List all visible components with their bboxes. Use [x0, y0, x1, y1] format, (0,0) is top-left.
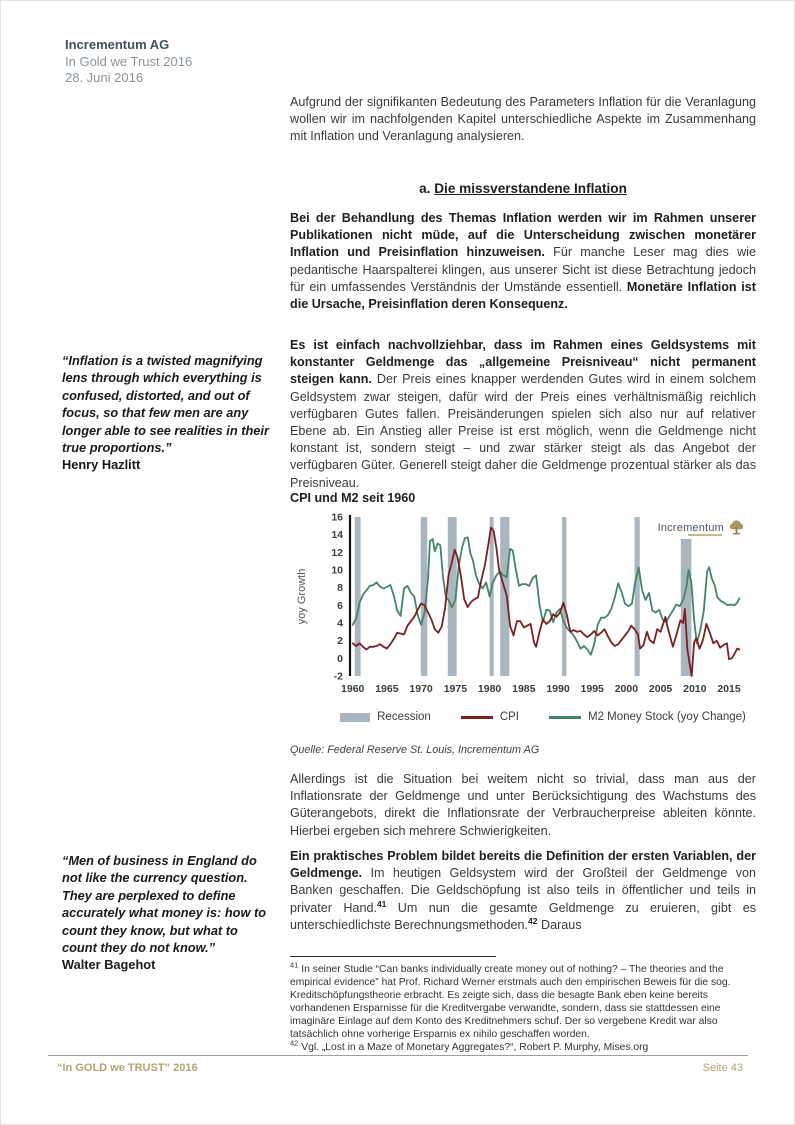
footer-report-name: “In GOLD we TRUST” 2016 — [57, 1062, 198, 1074]
bold-run: Es ist einfach nachvollziehbar, dass im Rahmen eines Geldsystems mit konstanter Geldmenge das „allgemeine Preisniveau“ nicht permanent steigen kann. — [290, 338, 756, 387]
text-run: Um nun die gesamte Geldmenge zu eruieren, gibt es unterschiedlichste Berechnungsmethoden. — [290, 900, 756, 932]
svg-text:1975: 1975 — [443, 683, 468, 695]
text-run: Der Preis eines knapper werdenden Gutes wird in einem solchem Geldsystem zwar steigen, dafür wird der Preis eines verhältnismäßig reichlich verfügbaren Gutes fallen. Preisänderungen spielen sich also nur auf relativer Ebene ab. Ein Anstieg aller Preise ist erst möglich, wenn die Geldmenge nicht konstant ist, sondern steigt – und zwar stärker steigt als das Angebot der verfügbaren Güter. Generell steigt daher die Geldmenge prozentual stärker als das Preisniveau. — [290, 372, 757, 490]
footnotes-block — [290, 960, 758, 1054]
legend-line-swatch — [549, 716, 581, 719]
company-name: Incrementum AG — [65, 37, 170, 52]
footnote-text: Vgl. „Lost in a Maze of Monetary Aggregates?“, Robert P. Murphy, Mises.org — [301, 1042, 649, 1053]
svg-text:1960: 1960 — [341, 683, 365, 695]
svg-text:1965: 1965 — [375, 683, 399, 695]
svg-text:2015: 2015 — [717, 683, 741, 695]
quote-author: Henry Hazlitt — [62, 457, 141, 473]
paragraph-problem — [290, 848, 756, 934]
svg-text:yoy Growth: yoy Growth — [296, 568, 308, 625]
svg-text:-2: -2 — [333, 670, 343, 683]
section-heading — [290, 181, 756, 196]
legend-band-swatch — [340, 713, 370, 722]
svg-text:16: 16 — [331, 512, 343, 524]
svg-text:2010: 2010 — [683, 683, 707, 695]
svg-text:14: 14 — [331, 529, 343, 542]
quote-text: “Inflation is a twisted magnifying lens through which everything is confused, distorted, and out of focus, so that few men are any longer able to see realities in their true proportions.” — [62, 353, 269, 456]
cpi-m2-chart — [292, 512, 754, 734]
text-run: Daraus — [541, 917, 582, 932]
bold-run: Bei der Behandlung des Themas Inflation werden wir im Rahmen unserer Publikationen nicht müde, auf die Unterscheidung zwischen monetärer Inflation und Preisinflation hinzuweisen. — [290, 211, 756, 260]
text-run: Für manche Leser mag dies wie pedantische Haarspalterei klingen, aus unserer Sicht ist diese Betrachtung jedoch für ein umfassendes Verständnis der Umstände essentiell. — [290, 245, 756, 294]
incrementum-logo — [652, 517, 750, 539]
svg-text:8: 8 — [337, 582, 343, 595]
legend-item — [549, 711, 746, 723]
legend-label: Recession — [377, 711, 431, 723]
section-prefix: a. — [419, 181, 431, 196]
footnote-42 — [290, 1038, 758, 1054]
chart-source: Quelle: Federal Reserve St. Louis, Incrementum AG — [290, 744, 540, 756]
footnote-number: 41 — [290, 960, 299, 970]
legend-label: CPI — [499, 711, 519, 723]
footer-rule — [48, 1055, 748, 1056]
footnote-number: 42 — [290, 1038, 299, 1048]
svg-text:1970: 1970 — [409, 683, 433, 695]
svg-text:4: 4 — [337, 617, 343, 630]
chart-legend — [292, 711, 754, 723]
footnote-ref-41: 41 — [376, 898, 387, 909]
legend-label: M2 Money Stock (yoy Change) — [588, 711, 746, 723]
svg-text:1995: 1995 — [580, 683, 604, 695]
svg-text:1980: 1980 — [477, 683, 502, 695]
svg-text:12: 12 — [331, 546, 343, 559]
tree-icon — [728, 519, 745, 536]
legend-line-swatch — [461, 716, 493, 719]
logo-text: Incrementum — [657, 521, 724, 534]
paragraph-allerdings: Allerdings ist die Situation bei weitem nicht so trivial, dass man aus der Inflationsrate der Geldmenge und unter Berücksichtigung des Wachstums des Güterangebots, direkt die Inflationsrate der Verbraucherpreise ableiten könnte. Hierbei ergeben sich mehrere Schwierigkeiten. — [290, 772, 756, 838]
chart-plot — [292, 512, 754, 708]
text-run: Im heutigen Geldsystem wird der Großteil der Geldmenge von Banken geschaffen. Die Geldschöpfung ist also teils in öffentlicher und teils in privater Hand. — [290, 866, 757, 915]
footnote-text: In seiner Studie “Can banks individually create money out of nothing? – The theories and the empirical evidence” hat Prof. Richard Werner erstmals auch den empirischen Beweis für die sog. Kreditschöpfungstheorie erbracht. Es zeigte sich, dass die besagte Bank eben keine bereits vorhandenen Ersparnisse für die Kreditvergabe verwandte, sondern, dass sie stattdessen eine imaginäre Einlage auf dem Konto des Kreditnehmers schuf. Der so vergebene Kredit war also tatsächlich ohne vorherige Ersparnis ex nihilo geschaffen worden. — [290, 964, 731, 1040]
margin-quote-bagehot — [62, 852, 276, 974]
footnote-separator — [290, 956, 496, 957]
quote-author: Walter Bagehot — [62, 957, 156, 973]
svg-text:0: 0 — [337, 652, 343, 665]
logo-tagline-rule — [688, 534, 722, 536]
intro-paragraph: Aufgrund der signifikanten Bedeutung des Parameters Inflation für die Veranlagung wollen wir im nachfolgenden Kapitel unterschiedliche Aspekte im Zusammenhang mit Inflation und Veranlagung analysieren. — [290, 95, 756, 144]
svg-text:2005: 2005 — [648, 683, 673, 695]
chart-title: CPI und M2 seit 1960 — [290, 491, 416, 505]
svg-text:1990: 1990 — [546, 683, 570, 695]
svg-text:1985: 1985 — [512, 683, 536, 695]
bold-run: Ein praktisches Problem bildet bereits die Definition der ersten Variablen, der Geldmenge. — [290, 849, 756, 881]
bold-run: Monetäre Inflation ist die Ursache, Preisinflation deren Konsequenz. — [290, 279, 757, 312]
legend-item — [461, 711, 519, 723]
paragraph-behandlung — [290, 210, 756, 313]
svg-text:2000: 2000 — [614, 683, 639, 695]
svg-text:6: 6 — [337, 599, 343, 612]
page-header — [65, 37, 192, 87]
svg-text:2: 2 — [337, 635, 343, 648]
section-title: Die missverstandene Inflation — [434, 181, 627, 196]
footnote-41 — [290, 960, 758, 1041]
svg-text:10: 10 — [331, 564, 343, 577]
report-date: 28. Juni 2016 — [65, 70, 144, 85]
paragraph-geldsystem — [290, 337, 756, 492]
legend-item — [340, 711, 431, 723]
footer-page-number: Seite 43 — [702, 1062, 743, 1074]
margin-quote-hazlitt — [62, 352, 276, 474]
quote-text: “Men of business in England do not like the currency question. They are perplexed to define accurately what money is: how to count they know, but what to count they do not know.” — [62, 853, 267, 956]
footnote-ref-42: 42 — [528, 915, 538, 926]
report-title: In Gold we Trust 2016 — [65, 53, 193, 69]
